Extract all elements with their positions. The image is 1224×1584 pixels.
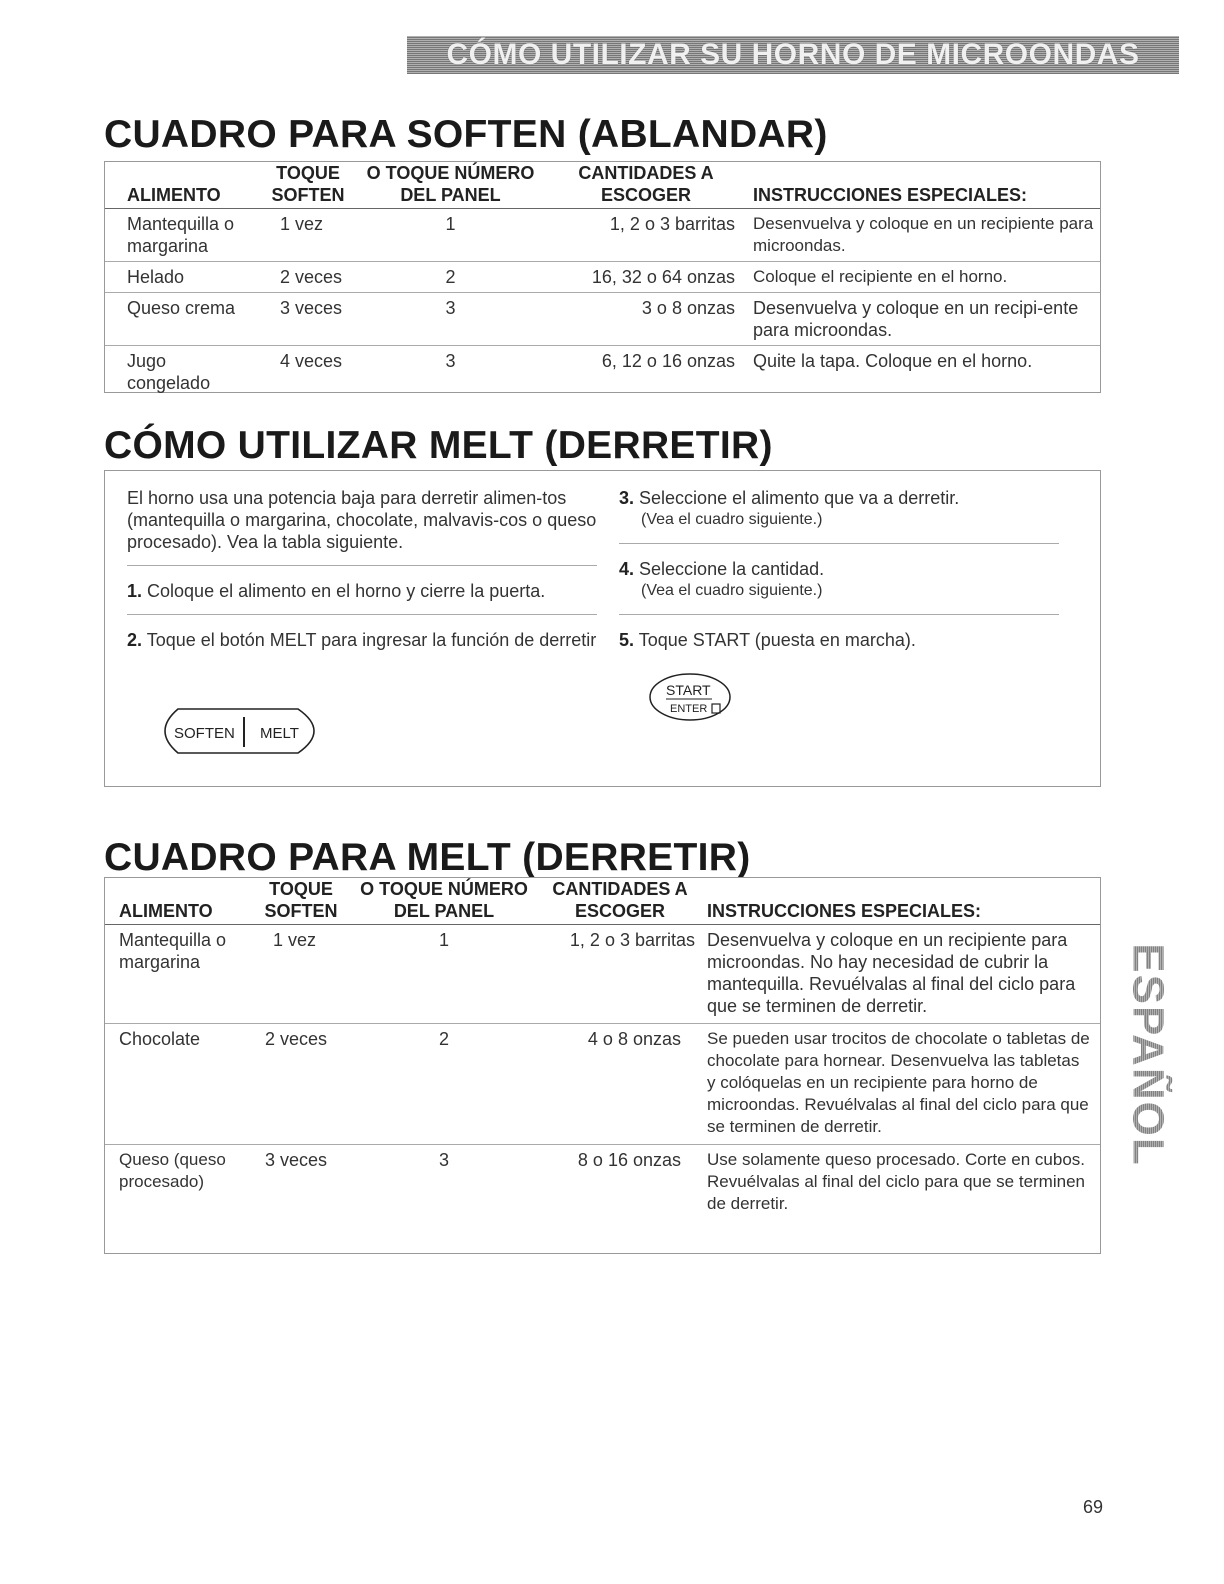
cell-touch: 4 veces [258, 346, 358, 399]
cell-number: 1 [358, 209, 543, 262]
step-3-note: (Vea el cuadro siguiente.) [641, 511, 823, 528]
table-header [105, 878, 1100, 925]
cell-quantity: 1, 2 o 3 barritas [543, 209, 749, 262]
melt-table [105, 878, 1100, 1219]
soften-melt-keypad [148, 705, 332, 757]
cell-food: Helado [105, 262, 258, 293]
cell-touch: 1 vez [251, 925, 351, 1024]
cell-food: Queso (queso procesado) [105, 1145, 251, 1220]
step-1: 1. Coloque el alimento en el horno y cierre la puerta. [127, 581, 546, 601]
cell-instructions: Desenvuelva y coloque en un recipi-ente para microondas. [749, 293, 1100, 346]
cell-instructions: Desenvuelva y coloque en un recipiente para microondas. [749, 209, 1100, 262]
header-food: ALIMENTO [119, 901, 213, 921]
language-tab-label: ESPAÑOL [1124, 943, 1173, 1167]
table-row [105, 1024, 1100, 1145]
cell-instructions: Use solamente queso procesado. Corte en cubos. Revuélvalas al final del ciclo para que se terminen de derretir. [703, 1145, 1100, 1220]
cell-quantity: 8 o 16 onzas [537, 1145, 703, 1220]
cell-food: Mantequilla o margarina [105, 925, 251, 1024]
cell-number: 3 [358, 293, 543, 346]
enter-key-label: ENTER [670, 703, 708, 715]
step-2: 2. Toque el botón MELT para ingresar la función de derretir [127, 630, 597, 650]
header-quantity: CANTIDADES A ESCOGER [578, 163, 714, 205]
header-instructions: INSTRUCCIONES ESPECIALES: [753, 185, 1028, 205]
step-5: 5. Toque START (puesta en marcha). [619, 630, 916, 650]
table-row [105, 346, 1100, 399]
cell-quantity: 16, 32 o 64 onzas [543, 262, 749, 293]
page-number: 69 [1083, 1497, 1104, 1517]
cell-instructions: Desenvuelva y coloque en un recipiente para microondas. No hay necesidad de cubrir la mantequilla. Revuélvalas al final del ciclo para que se terminen de derretir. [703, 925, 1100, 1024]
step-4-note: (Vea el cuadro siguiente.) [641, 582, 823, 599]
cell-quantity: 4 o 8 onzas [537, 1024, 703, 1145]
page-banner: CÓMO UTILIZAR SU HORNO DE MICROONDAS [407, 36, 1179, 74]
table-row [105, 209, 1100, 262]
table-row [105, 925, 1100, 1024]
table-row [105, 262, 1100, 293]
cell-touch: 3 veces [251, 1145, 351, 1220]
language-tab [1125, 940, 1171, 1170]
cell-food: Chocolate [105, 1024, 251, 1145]
table-header [105, 162, 1100, 209]
header-instructions: INSTRUCCIONES ESPECIALES: [707, 901, 982, 921]
table-row [105, 1145, 1100, 1220]
cell-touch: 3 veces [258, 293, 358, 346]
melt-right-column [619, 487, 1059, 651]
step-3: 3. Seleccione el alimento que va a derretir. [619, 488, 960, 508]
cell-food: Mantequilla o margarina [105, 209, 258, 262]
header-number: O TOQUE NÚMERO DEL PANEL [360, 879, 528, 921]
melt-howto-title: CÓMO UTILIZAR MELT (DERRETIR) [104, 424, 773, 467]
table-row [105, 293, 1100, 346]
start-enter-key [648, 672, 732, 722]
cell-touch: 1 vez [258, 209, 358, 262]
soften-chart-title: CUADRO PARA SOFTEN (ABLANDAR) [104, 113, 828, 156]
header-quantity: CANTIDADES A ESCOGER [552, 879, 688, 921]
cell-quantity: 3 o 8 onzas [543, 293, 749, 346]
cell-instructions: Coloque el recipiente en el horno. [749, 262, 1100, 293]
melt-left-column [127, 487, 597, 651]
soften-chart [104, 161, 1101, 393]
start-key-label: START [666, 682, 711, 698]
cell-number: 1 [351, 925, 537, 1024]
step-4: 4. Seleccione la cantidad. [619, 559, 825, 579]
cell-number: 3 [351, 1145, 537, 1220]
cell-food: Jugo congelado [105, 346, 258, 399]
cell-number: 2 [358, 262, 543, 293]
header-touch: TOQUE SOFTEN [264, 879, 338, 921]
cell-food: Queso crema [105, 293, 258, 346]
melt-chart-title: CUADRO PARA MELT (DERRETIR) [104, 836, 751, 879]
cell-quantity: 1, 2 o 3 barritas [537, 925, 703, 1024]
cell-touch: 2 veces [258, 262, 358, 293]
header-touch: TOQUE SOFTEN [271, 163, 345, 205]
cell-instructions: Quite la tapa. Coloque en el horno. [749, 346, 1100, 399]
melt-chart [104, 877, 1101, 1254]
cell-instructions: Se pueden usar trocitos de chocolate o tabletas de chocolate para hornear. Desenvuelva las tabletas y colóquelas en un recipiente para horno de microondas. Revuélvalas al final del ciclo para que se terminen de derretir. [703, 1024, 1100, 1145]
header-number: O TOQUE NÚMERO DEL PANEL [366, 163, 535, 205]
melt-key-label: MELT [260, 725, 299, 742]
cell-quantity: 6, 12 o 16 onzas [543, 346, 749, 399]
cell-touch: 2 veces [251, 1024, 351, 1145]
soften-table [105, 162, 1100, 398]
soften-key-label: SOFTEN [174, 725, 235, 742]
header-food: ALIMENTO [127, 185, 221, 205]
cell-number: 3 [358, 346, 543, 399]
melt-intro: El horno usa una potencia baja para derretir alimen-tos (mantequilla o margarina, chocolate, malvavis-cos o queso procesado). Vea la tabla siguiente. [127, 488, 597, 552]
cell-number: 2 [351, 1024, 537, 1145]
